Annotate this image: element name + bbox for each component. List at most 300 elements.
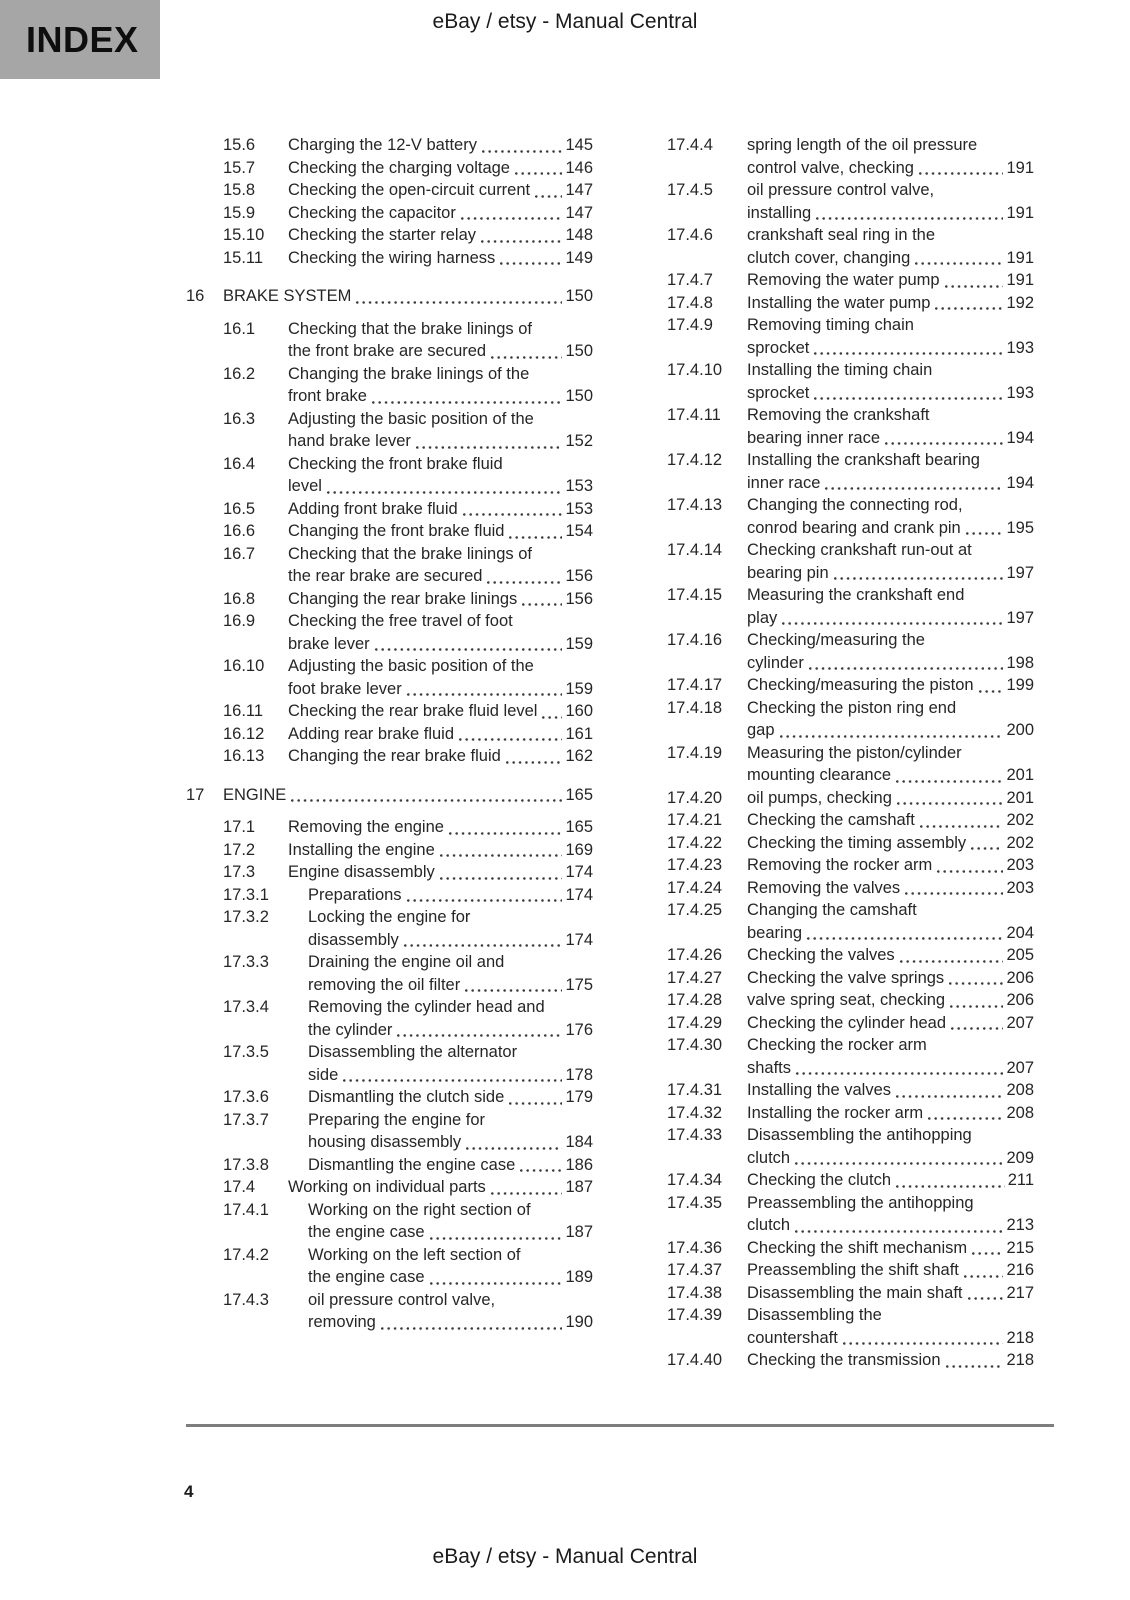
dot-leader	[816, 217, 1003, 220]
entry-number: 17.3.8	[223, 1155, 269, 1174]
toc-entry	[667, 1259, 1034, 1282]
entry-page-number: 147	[565, 181, 593, 199]
toc-entry	[667, 1192, 1034, 1237]
entry-title: removing the oil filter	[308, 975, 461, 994]
entry-body	[747, 854, 1034, 877]
entry-page-number: 211	[1007, 1171, 1034, 1189]
toc-entry	[667, 539, 1034, 584]
entry-title: Removing the cylinder head and	[308, 998, 545, 1016]
entry-number: 17.4.29	[667, 1013, 723, 1032]
entry-last-line	[747, 202, 1034, 225]
dot-leader	[825, 487, 1003, 490]
entry-number: 15.11	[223, 248, 264, 267]
dot-leader	[542, 716, 562, 719]
entry-number: 15.8	[223, 181, 256, 199]
toc-entry	[667, 742, 1034, 787]
entry-title: Changing the front brake fluid	[288, 522, 505, 540]
entry-title: the engine case	[308, 1268, 425, 1286]
entry-number: 17.4.32	[667, 1103, 723, 1122]
entry-title: Installing the engine	[288, 840, 435, 859]
entry-body	[288, 861, 593, 884]
entry-number: 16.4	[223, 454, 256, 473]
entry-page-number: 194	[1006, 428, 1034, 447]
entry-body	[288, 157, 593, 180]
entry-title: the cylinder	[308, 1020, 393, 1039]
dot-leader	[404, 944, 563, 947]
entry-title: Changing the rear brake fluid	[288, 747, 501, 765]
entry-number: 16.5	[223, 499, 256, 518]
toc-entry	[667, 584, 1034, 629]
entry-number: 17.3	[223, 863, 256, 881]
entry-last-line	[223, 784, 593, 807]
entry-title: Dismantling the clutch side	[308, 1088, 505, 1106]
entry-number: 17.3.3	[223, 953, 269, 971]
entry-title: Checking the transmission	[747, 1351, 941, 1369]
entry-body	[288, 655, 593, 700]
dot-leader	[843, 1342, 1004, 1345]
entry-page-number: 193	[1006, 338, 1034, 357]
entry-body	[747, 1079, 1034, 1102]
entry-page-number: 150	[565, 342, 593, 360]
entry-title: Removing the rocker arm	[747, 856, 933, 874]
toc-entry	[667, 449, 1034, 494]
entry-page-number: 203	[1006, 856, 1034, 874]
entry-page-number: 191	[1006, 158, 1034, 177]
entry-body	[288, 247, 593, 270]
entry-body	[288, 498, 593, 521]
entry-number: 17.4.3	[223, 1290, 269, 1309]
entry-title: Checking/measuring the	[747, 631, 925, 649]
entry-number: 16.11	[223, 702, 264, 720]
entry-page-number: 148	[565, 226, 593, 244]
entry-body	[747, 539, 1034, 584]
entry-last-line	[747, 1259, 1034, 1282]
entry-number: 17.4.7	[667, 271, 713, 289]
entry-number: 17.3.5	[223, 1043, 269, 1061]
entry-last-line	[288, 700, 593, 723]
entry-body	[747, 1349, 1034, 1372]
entry-body	[288, 700, 593, 723]
entry-title: crankshaft seal ring in the	[747, 226, 936, 244]
toc-entry	[667, 494, 1034, 539]
toc-entry	[186, 285, 593, 308]
entry-number: 17.4.4	[667, 136, 713, 154]
entry-page-number: 156	[565, 567, 593, 585]
toc-entry	[667, 1034, 1034, 1079]
entry-page-number: 154	[565, 522, 593, 540]
entry-body	[288, 520, 593, 543]
entry-number: 17.4.26	[667, 946, 723, 964]
entry-page-number: 169	[565, 840, 593, 859]
entry-title: disassembly	[308, 930, 399, 949]
footer-rule	[186, 1424, 1054, 1427]
entry-page-number: 174	[565, 930, 593, 949]
entry-body	[747, 1304, 1034, 1349]
dot-leader	[491, 356, 562, 359]
toc-entry	[667, 1079, 1034, 1102]
entry-body	[747, 269, 1034, 292]
dot-leader	[327, 491, 563, 494]
entry-body	[747, 494, 1034, 539]
entry-last-line	[308, 1311, 593, 1334]
toc-entry	[223, 179, 593, 202]
entry-number: 17.4.17	[667, 676, 723, 694]
toc-entry	[186, 784, 593, 807]
entry-number: 17.3.4	[223, 998, 269, 1016]
toc-entry	[223, 1199, 593, 1244]
entry-title: Dismantling the engine case	[308, 1155, 516, 1174]
entry-page-number: 175	[565, 975, 593, 994]
entry-title: Checking crankshaft run-out at	[747, 541, 972, 559]
entry-number: 17.4.6	[667, 226, 713, 244]
entry-last-line	[308, 929, 593, 952]
entry-body	[747, 292, 1034, 315]
toc-entry	[223, 543, 593, 588]
entry-number: 16.2	[223, 364, 256, 383]
entry-title: Adding rear brake fluid	[288, 724, 455, 743]
entry-title: Adjusting the basic position of the	[288, 409, 534, 428]
entry-body	[288, 839, 593, 862]
entry-title: hand brake lever	[288, 432, 411, 450]
dot-leader	[481, 240, 562, 243]
entry-title: bearing	[747, 923, 803, 942]
entry-page-number: 178	[565, 1065, 593, 1084]
entry-body	[747, 1192, 1034, 1237]
dot-leader	[935, 307, 1003, 310]
entry-last-line	[747, 787, 1034, 810]
entry-number: 17.4.39	[667, 1306, 723, 1324]
entry-page-number: 149	[565, 248, 593, 267]
dot-leader	[928, 1117, 1003, 1120]
entry-title: spring length of the oil pressure	[747, 136, 978, 154]
entry-title: Removing the valves	[747, 878, 901, 897]
entry-last-line	[747, 1214, 1034, 1237]
entry-page-number: 176	[565, 1020, 593, 1039]
toc-entry	[667, 854, 1034, 877]
dot-leader	[491, 1192, 563, 1195]
entry-title: removing	[308, 1313, 376, 1331]
entry-body	[747, 832, 1034, 855]
entry-last-line	[288, 385, 593, 408]
entry-page-number: 174	[565, 863, 593, 881]
entry-page-number: 201	[1006, 788, 1034, 807]
entry-title: Checking the shift mechanism	[747, 1238, 968, 1257]
entry-body	[747, 449, 1034, 494]
entry-number: 17.4.13	[667, 496, 723, 514]
entry-body	[288, 1176, 593, 1199]
entry-last-line	[747, 1012, 1034, 1035]
entry-title: Removing the water pump	[747, 271, 940, 289]
entry-page-number: 159	[565, 679, 593, 698]
entry-body	[288, 816, 593, 839]
entry-last-line	[288, 498, 593, 521]
entry-number: 15.9	[223, 203, 256, 222]
dot-leader	[375, 648, 563, 651]
entry-page-number: 216	[1006, 1261, 1034, 1279]
entry-last-line	[308, 884, 593, 907]
toc-entry	[667, 1102, 1034, 1125]
toc-entry	[667, 697, 1034, 742]
entry-body	[288, 202, 593, 225]
dot-leader	[509, 1102, 562, 1105]
entry-page-number: 201	[1006, 766, 1034, 784]
dot-leader	[919, 172, 1004, 175]
entry-body	[308, 951, 593, 996]
entry-last-line	[747, 674, 1034, 697]
dot-leader	[520, 1169, 562, 1172]
entry-body	[288, 224, 593, 247]
dot-leader	[430, 1282, 563, 1285]
entry-page-number: 200	[1006, 721, 1034, 739]
entry-page-number: 159	[565, 634, 593, 653]
entry-title: Checking the valves	[747, 946, 895, 964]
entry-page-number: 193	[1006, 383, 1034, 402]
entry-number: 17.4.25	[667, 901, 723, 919]
dot-leader	[506, 761, 563, 764]
entry-last-line	[747, 764, 1034, 787]
entry-last-line	[747, 382, 1034, 405]
entry-page-number: 197	[1006, 608, 1034, 627]
entry-number: 17.3.7	[223, 1110, 269, 1129]
entry-title: Installing the timing chain	[747, 361, 933, 379]
entry-body	[747, 944, 1034, 967]
entry-number: 17.3.6	[223, 1088, 269, 1106]
entry-page-number: 209	[1006, 1148, 1034, 1167]
dot-leader	[972, 1252, 1003, 1255]
entry-title: Changing the camshaft	[747, 901, 917, 919]
entry-title: BRAKE SYSTEM	[223, 287, 352, 305]
toc-list-right	[667, 134, 1034, 1372]
entry-page-number: 198	[1006, 653, 1034, 672]
entry-number: 17.4.27	[667, 968, 723, 987]
entry-page-number: 190	[565, 1313, 593, 1331]
dot-leader	[356, 301, 562, 304]
toc-entry	[223, 951, 593, 996]
entry-title: Adjusting the basic position of the	[288, 657, 534, 675]
entry-page-number: 203	[1006, 878, 1034, 897]
entry-title: side	[308, 1065, 339, 1084]
entry-last-line	[288, 723, 593, 746]
entry-last-line	[288, 861, 593, 884]
entry-title: inner race	[747, 473, 821, 492]
toc-entry	[223, 318, 593, 363]
dot-leader	[896, 780, 1003, 783]
dot-leader	[966, 532, 1004, 535]
entry-page-number: 208	[1006, 1103, 1034, 1122]
entry-number: 17.4.8	[667, 293, 713, 312]
entry-number: 17.3.1	[223, 885, 269, 904]
entry-page-number: 191	[1006, 203, 1034, 222]
entry-number: 16.10	[223, 657, 265, 675]
entry-body	[288, 745, 593, 768]
entry-page-number: 202	[1006, 811, 1034, 829]
entry-title: sprocket	[747, 338, 810, 357]
entry-number: 17.4.33	[667, 1126, 723, 1144]
entry-title: Changing the brake linings of the	[288, 364, 530, 383]
entry-last-line	[288, 224, 593, 247]
entry-title: Removing the engine	[288, 818, 444, 836]
entry-number: 17.4.10	[667, 361, 723, 379]
toc-entry	[667, 877, 1034, 900]
dot-leader	[515, 172, 562, 175]
dot-leader	[381, 1327, 563, 1330]
toc-entry	[667, 269, 1034, 292]
entry-title: control valve, checking	[747, 158, 914, 177]
dot-leader	[949, 982, 1003, 985]
entry-title: Changing the connecting rod,	[747, 496, 963, 514]
entry-title: Checking the wiring harness	[288, 248, 496, 267]
entry-page-number: 213	[1006, 1216, 1034, 1234]
entry-last-line	[308, 1266, 593, 1289]
entry-title: Installing the valves	[747, 1081, 891, 1099]
entry-title: oil pressure control valve,	[747, 181, 935, 199]
entry-number: 17.2	[223, 840, 256, 859]
entry-page-number: 192	[1006, 293, 1034, 312]
entry-last-line	[747, 1349, 1034, 1372]
entry-body	[223, 784, 593, 807]
entry-number: 16.7	[223, 544, 256, 563]
entry-body	[308, 884, 593, 907]
entry-number: 17.4.11	[667, 406, 721, 424]
entry-title: Disassembling the antihopping	[747, 1126, 972, 1144]
entry-page-number: 189	[565, 1268, 593, 1286]
entry-number: 17.4.34	[667, 1171, 723, 1189]
entry-body	[747, 742, 1034, 787]
entry-title: Removing timing chain	[747, 316, 914, 334]
dot-leader	[946, 1365, 1004, 1368]
entry-number: 17.3.2	[223, 908, 269, 926]
entry-title: clutch	[747, 1216, 791, 1234]
toc-entry	[223, 723, 593, 746]
dot-leader	[915, 262, 1003, 265]
entry-title: Checking the rocker arm	[747, 1036, 927, 1054]
dot-leader	[782, 622, 1003, 625]
entry-body	[747, 1124, 1034, 1169]
entry-title: Installing the water pump	[747, 293, 931, 312]
entry-body	[747, 787, 1034, 810]
entry-number: 17.4.5	[667, 181, 713, 199]
entry-title: play	[747, 608, 778, 627]
entry-last-line	[288, 247, 593, 270]
dot-leader	[440, 877, 563, 880]
entry-title: Checking/measuring the piston	[747, 676, 974, 694]
entry-number: 15.6	[223, 136, 256, 154]
entry-page-number: 162	[565, 747, 593, 765]
dot-leader	[834, 577, 1004, 580]
entry-last-line	[747, 1057, 1034, 1080]
entry-number: 17.4.21	[667, 811, 723, 829]
dot-leader	[951, 1027, 1003, 1030]
entry-last-line	[288, 678, 593, 701]
toc-entry	[223, 363, 593, 408]
entry-page-number: 152	[565, 432, 593, 450]
entry-number: 17.4.22	[667, 833, 723, 852]
entry-page-number: 145	[565, 136, 593, 154]
toc-entry	[667, 899, 1034, 944]
dot-leader	[407, 693, 563, 696]
entry-body	[747, 179, 1034, 224]
entry-page-number: 204	[1006, 923, 1034, 942]
entry-last-line	[288, 520, 593, 543]
toc-entry	[223, 498, 593, 521]
entry-page-number: 161	[565, 724, 593, 743]
dot-leader	[937, 870, 1003, 873]
toc-entry	[223, 1086, 593, 1109]
entry-body	[308, 1086, 593, 1109]
entry-title: Preparations	[308, 885, 402, 904]
toc-entry	[223, 1244, 593, 1289]
entry-last-line	[288, 816, 593, 839]
entry-body	[288, 318, 593, 363]
entry-title: front brake	[288, 387, 367, 405]
entry-last-line	[288, 839, 593, 862]
entry-title: mounting clearance	[747, 766, 892, 784]
entry-page-number: 186	[565, 1155, 593, 1174]
entry-title: Preassembling the antihopping	[747, 1193, 974, 1212]
entry-title: Checking the open-circuit current	[288, 181, 531, 199]
entry-number: 17.4.40	[667, 1351, 723, 1369]
toc-entry	[223, 745, 593, 768]
toc-entry	[223, 655, 593, 700]
entry-number: 16.1	[223, 319, 256, 338]
entry-last-line	[747, 877, 1034, 900]
entry-number: 17.1	[223, 818, 256, 836]
toc-entry	[223, 520, 593, 543]
entry-body	[288, 543, 593, 588]
entry-body	[747, 1012, 1034, 1035]
toc-entry	[223, 610, 593, 655]
entry-page-number: 165	[565, 818, 593, 836]
page-number: 4	[184, 1482, 194, 1501]
entry-body	[288, 453, 593, 498]
entry-number: 17.4.1	[223, 1200, 269, 1219]
entry-number: 17.4.14	[667, 541, 723, 559]
entry-last-line	[288, 633, 593, 656]
entry-last-line	[747, 854, 1034, 877]
dot-leader	[449, 832, 563, 835]
toc-entry	[223, 839, 593, 862]
entry-title: shafts	[747, 1058, 792, 1077]
entry-body	[288, 134, 593, 157]
entry-title: oil pressure control valve,	[308, 1290, 496, 1309]
toc-entry	[667, 944, 1034, 967]
entry-body	[747, 1259, 1034, 1282]
entry-last-line	[288, 202, 593, 225]
entry-number: 16.13	[223, 747, 265, 765]
entry-title: Engine disassembly	[288, 863, 435, 881]
toc-entry	[223, 247, 593, 270]
entry-number: 17.4.28	[667, 991, 723, 1009]
entry-title: cylinder	[747, 653, 804, 672]
entry-last-line	[288, 475, 593, 498]
entry-title: Checking the free travel of foot	[288, 612, 513, 630]
entry-title: Working on individual parts	[288, 1178, 486, 1196]
entry-number: 17.4.31	[667, 1081, 723, 1099]
entry-last-line	[308, 1064, 593, 1087]
dot-leader	[397, 1034, 562, 1037]
entry-last-line	[747, 1102, 1034, 1125]
entry-title: conrod bearing and crank pin	[747, 518, 961, 537]
entry-page-number: 197	[1006, 563, 1034, 582]
entry-number: 17.4.19	[667, 743, 723, 762]
entry-body	[288, 179, 593, 202]
dot-leader	[459, 738, 562, 741]
entry-body	[747, 314, 1034, 359]
entry-title: Checking the front brake fluid	[288, 454, 503, 473]
toc-entry	[667, 629, 1034, 674]
entry-body	[288, 610, 593, 655]
dot-leader	[440, 854, 563, 857]
